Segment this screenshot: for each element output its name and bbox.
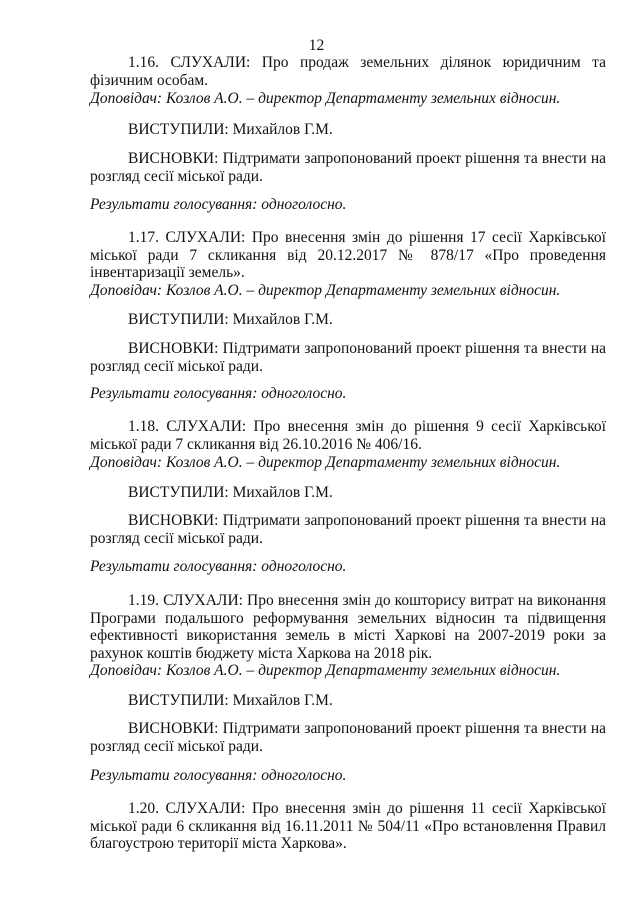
item-speaker: Доповідач: Козлов А.О. – директор Департаменту земельних відносин.	[90, 282, 561, 299]
item-conclusions: ВИСНОВКИ: Підтримати запропонований проект рішення та внести на розгляд сесії міської ради.	[90, 512, 606, 547]
item-voting: Результати голосування: одноголосно.	[90, 196, 347, 213]
item-voting: Результати голосування: одноголосно.	[90, 558, 347, 575]
item-speaker: Доповідач: Козлов А.О. – директор Департаменту земельних відносин.	[90, 662, 561, 679]
page-number: 12	[308, 37, 325, 54]
item-heard: 1.20. СЛУХАЛИ: Про внесення змін до рішення 11 сесії Харківської міської ради 6 скликання від 16.11.2011 № 504/11 «Про встановлення Правил благоустрою території міста Харкова».	[90, 800, 606, 852]
item-spoke: ВИСТУПИЛИ: Михайлов Г.М.	[128, 692, 333, 709]
item-voting: Результати голосування: одноголосно.	[90, 767, 347, 784]
item-heard: 1.17. СЛУХАЛИ: Про внесення змін до рішення 17 сесії Харківської міської ради 7 скликання від 20.12.2017 № 878/17 «Про проведення інвентаризації земель».	[90, 229, 606, 281]
item-heard: 1.18. СЛУХАЛИ: Про внесення змін до рішення 9 сесії Харківської міської ради 7 скликання від 26.10.2016 № 406/16.	[90, 418, 606, 453]
item-conclusions: ВИСНОВКИ: Підтримати запропонований проект рішення та внести на розгляд сесії міської ради.	[90, 150, 606, 185]
item-conclusions: ВИСНОВКИ: Підтримати запропонований проект рішення та внести на розгляд сесії міської ради.	[90, 340, 606, 375]
item-heard: 1.19. СЛУХАЛИ: Про внесення змін до кошторису витрат на виконання Програми подальшого реформування земельних відносин та підвищення ефективності використання земель в місті Харкові на 2007-2019 роки за рахунок коштів бюджету міста Харкова на 2018 рік.	[90, 592, 606, 662]
item-heard: 1.16. СЛУХАЛИ: Про продаж земельних ділянок юридичним та фізичним особам.	[90, 54, 606, 89]
item-voting: Результати голосування: одноголосно.	[90, 385, 347, 402]
item-spoke: ВИСТУПИЛИ: Михайлов Г.М.	[128, 121, 333, 138]
item-conclusions: ВИСНОВКИ: Підтримати запропонований проект рішення та внести на розгляд сесії міської ради.	[90, 720, 606, 755]
item-speaker: Доповідач: Козлов А.О. – директор Департаменту земельних відносин.	[90, 90, 561, 107]
item-speaker: Доповідач: Козлов А.О. – директор Департаменту земельних відносин.	[90, 454, 561, 471]
item-spoke: ВИСТУПИЛИ: Михайлов Г.М.	[128, 311, 333, 328]
item-spoke: ВИСТУПИЛИ: Михайлов Г.М.	[128, 484, 333, 501]
